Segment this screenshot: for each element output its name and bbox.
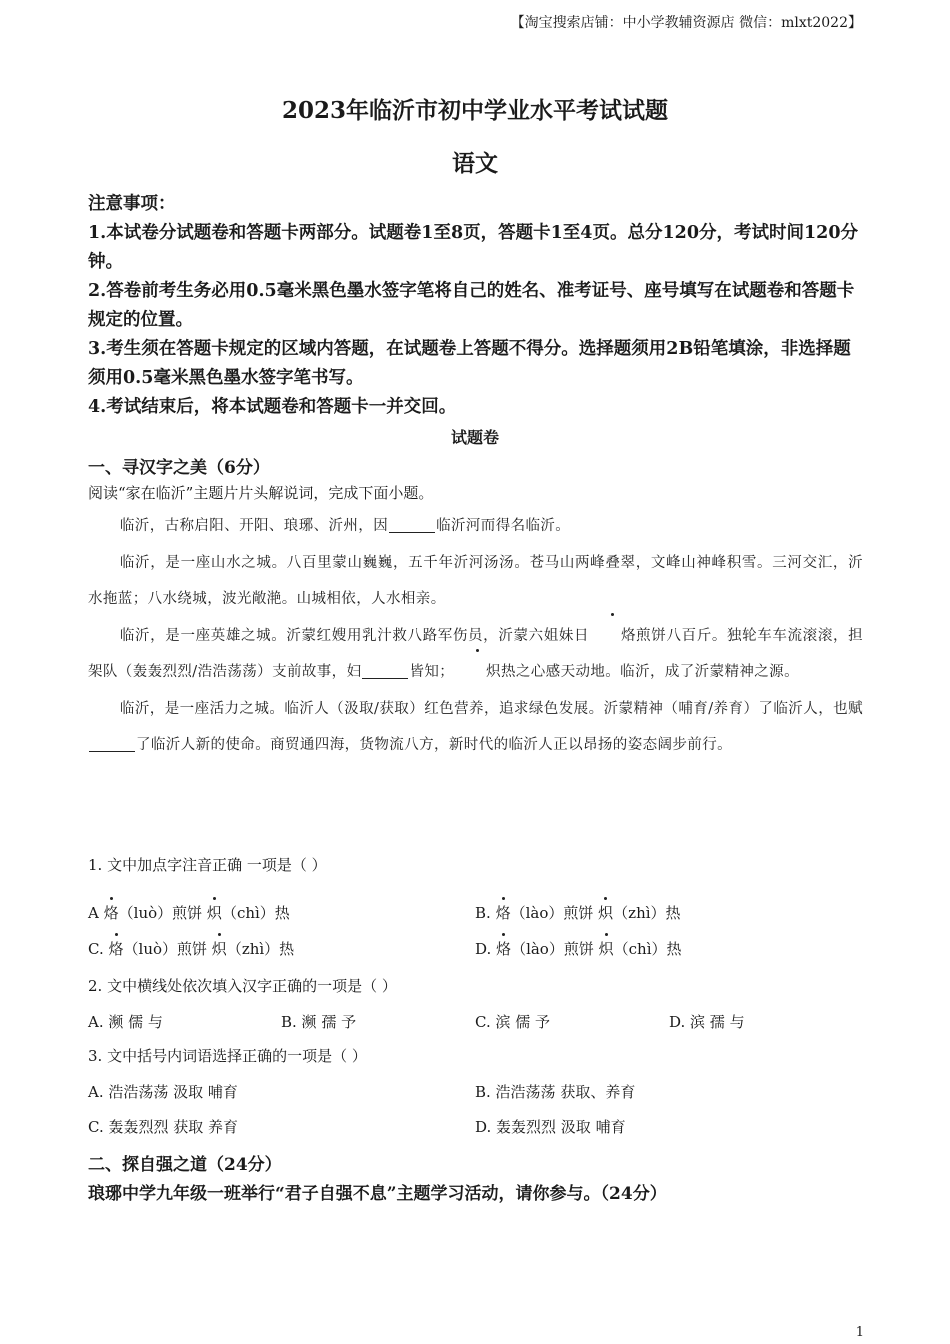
notes-block <box>88 190 863 422</box>
exam-title: 2023年临沂市初中学业水平考试试题 <box>281 97 668 124</box>
option-text: （chì）热 <box>613 940 682 958</box>
option-text: （zhì）热 <box>226 940 295 958</box>
note-item-1: 1.本试卷分试题卷和答题卡两部分。试题卷1至8页，答题卡1至4页。总分120分，考试时间120分钟。 <box>88 223 859 272</box>
q3-option-b: B. 浩浩荡荡 获取、养育 <box>475 1083 636 1101</box>
dotted-char: 烙 <box>589 618 636 655</box>
note-item-4: 4.考试结束后，将本试题卷和答题卡一并交回。 <box>88 397 457 417</box>
option-text: （lào）煎饼 <box>510 904 594 922</box>
reading-passage <box>88 508 863 764</box>
fill-blank <box>389 516 435 533</box>
passage-text: 煎饼八百斤。独轮车车流滚滚，担架队（轰轰烈烈/浩浩荡荡）支前故事，妇 <box>88 627 863 680</box>
page-number: 1 <box>855 1325 864 1340</box>
q1-option-c <box>88 938 294 959</box>
q3-option-c: C. 轰轰烈烈 获取 养育 <box>88 1118 239 1136</box>
option-label: C. <box>88 940 104 958</box>
option-text: （luò）煎饼 <box>118 904 203 922</box>
dotted-char: 炽 <box>206 904 222 922</box>
passage-paragraph-4 <box>88 691 863 764</box>
passage-text: 临沂，是一座活力之城。临沂人（汲取/获取）红色营养，追求绿色发展。沂蒙精神（哺育/养育）了临沂人，也赋 <box>119 700 863 717</box>
subject-title: 语文 <box>452 150 498 177</box>
q1-option-d <box>475 938 682 959</box>
question-3-stem: 3. 文中括号内词语选择正确的一项是（ ） <box>88 1047 367 1065</box>
option-label: D. <box>475 940 492 958</box>
dotted-char: 炽 <box>454 654 501 691</box>
dotted-char: 烙 <box>496 940 512 958</box>
passage-paragraph-3 <box>88 618 863 691</box>
paper-label: 试题卷 <box>450 428 499 447</box>
dotted-char: 烙 <box>103 904 119 922</box>
question-1-stem: 1. 文中加点字注音正确 一项是（ ） <box>88 856 327 874</box>
dotted-char: 烙 <box>108 940 124 958</box>
section2-heading: 二、探自强之道（24分） <box>88 1155 282 1175</box>
dotted-char: 炽 <box>211 940 227 958</box>
passage-text: 皆知； <box>409 664 455 680</box>
q2-option-a: A. 濒 儒 与 <box>88 1013 163 1031</box>
option-text: （chì）热 <box>221 904 290 922</box>
passage-text: 临沂河而得名临沂。 <box>436 518 571 534</box>
option-label: A <box>88 904 99 922</box>
notes-heading: 注意事项： <box>88 194 176 214</box>
passage-paragraph-2: 临沂，是一座山水之城。八百里蒙山巍巍，五千年沂河汤汤。苍马山两峰叠翠，文峰山神峰积雪。三河交汇，沂水拖蓝；八水绕城，波光敞滟。山城相依，人水相亲。 <box>88 554 863 607</box>
dotted-char: 烙 <box>495 904 511 922</box>
q2-option-c: C. 滨 儒 予 <box>475 1013 551 1031</box>
fill-blank <box>89 735 135 752</box>
passage-text: 热之心感天动地。临沂，成了沂蒙精神之源。 <box>500 664 799 680</box>
option-text: （zhì）热 <box>613 904 681 922</box>
dotted-char: 炽 <box>598 940 614 958</box>
section1-instruction: 阅读“家在临沂”主题片片头解说词，完成下面小题。 <box>88 484 434 502</box>
fill-blank <box>362 662 408 679</box>
q2-option-d: D. 滨 孺 与 <box>669 1013 745 1031</box>
passage-text: 了临沂人新的使命。商贸通四海，货物流八方，新时代的临沂人正以昂扬的姿态阔步前行。 <box>136 737 732 753</box>
q1-option-b <box>475 902 681 923</box>
q3-option-d: D. 轰轰烈烈 汲取 哺育 <box>475 1118 626 1136</box>
note-item-3: 3.考生须在答题卡规定的区域内答题，在试题卷上答题不得分。选择题须用2B铅笔填涂，非选择题须用0.5毫米黑色墨水签字笔书写。 <box>88 339 851 388</box>
q3-option-a: A. 浩浩荡荡 汲取 哺育 <box>88 1083 238 1101</box>
q1-option-a <box>88 902 290 923</box>
section1-heading: 一、寻汉字之美（6分） <box>88 458 270 478</box>
passage-text: 临沂，是一座英雄之城。沂蒙红嫂用乳汁救八路军伤员，沂蒙六姐妹日 <box>119 627 590 644</box>
dotted-char: 炽 <box>598 904 614 922</box>
q2-option-b: B. 濒 孺 予 <box>281 1013 357 1031</box>
passage-text: 临沂，古称启阳、开阳、琅琊、沂州，因 <box>119 518 389 534</box>
question-2-stem: 2. 文中横线处依次填入汉字正确的一项是（ ） <box>88 977 397 995</box>
note-item-2: 2.答卷前考生务必用0.5毫米黑色墨水签字笔将自己的姓名、准考证号、座号填写在试题卷和答题卡规定的位置。 <box>88 281 855 330</box>
watermark-text: 【淘宝搜索店铺：中小学教辅资源店 微信：mlxt2022】 <box>510 15 862 31</box>
passage-paragraph-1 <box>88 508 863 545</box>
option-label: B. <box>475 904 491 922</box>
section2-description: 琅琊中学九年级一班举行“君子自强不息”主题学习活动，请你参与。（24分） <box>88 1184 667 1204</box>
option-text: （lào）煎饼 <box>511 940 594 958</box>
option-text: （luò）煎饼 <box>123 940 208 958</box>
